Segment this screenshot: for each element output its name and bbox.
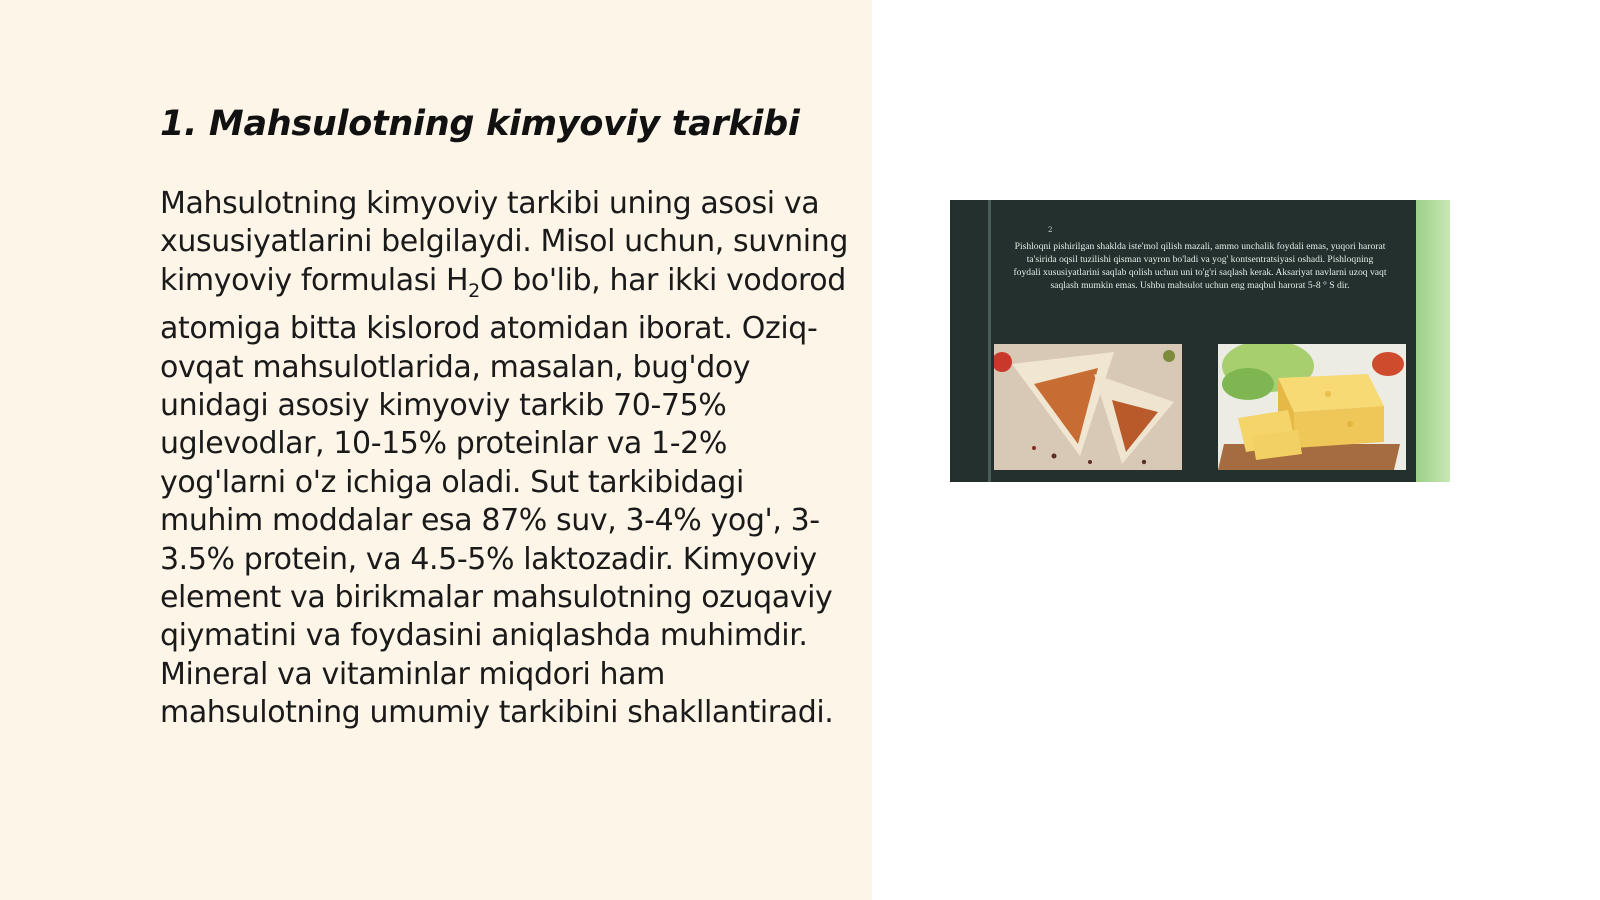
body-text-part-1: Mahsulotning kimyoviy tarkibi uning asosi va xususiyatlarini belgilaydi. Misol uchun, suvning kimyoviy formulasi H bbox=[160, 186, 848, 298]
thumbnail-green-accent bbox=[1416, 200, 1450, 482]
thumbnail-caption: Pishloqni pishirilgan shaklda iste'mol qilish mazali, ammo unchalik foydali emas, yuqori harorat ta'sirida oqsil tuzilishi qisman vayron bo'ladi va yog' kontsentratsiyasi oshadi. Pishloqning foydali xususiyatlarini saqlab qolish uchun uni to'g'ri saqlash kerak. Aksariyat navlarni uzoq vaqt saqlash mumkin emas. Ushbu mahsulot uchun eng maqbul harorat 5-8 ° S dir. bbox=[1013, 241, 1387, 291]
body-text-part-2: O bo'lib, har ikki vodorod atomiga bitta kislorod atomidan iborat. Oziq-ovqat mahsulotlarida, masalan, bug'doy unidagi asosiy kimyoviy tarkib 70-75% uglevodlar, 10-15% proteinlar va 1-2% yog'larni o'z ichiga oladi. Sut tarkibidagi muhim moddalar esa 87% suv, 3-4% yog', 3-3.5% protein, va 4.5-5% laktozadir. Kimyoviy element va birikmalar mahsulotning ozuqaviy qiymatini va foydasini aniqlashda muhimdir. Mineral va vitaminlar miqdori ham mahsulotning umumiy tarkibini shakllantiradi. bbox=[160, 262, 846, 731]
cheese-slide-thumbnail bbox=[950, 200, 1450, 482]
thumbnail-page-mark: 2 bbox=[1048, 226, 1053, 234]
cheese-block-photo bbox=[1218, 344, 1406, 470]
slide-body-text bbox=[160, 185, 850, 733]
thumbnail-divider-line bbox=[988, 200, 991, 482]
subscript-two: 2 bbox=[468, 279, 480, 302]
slide-title: 1. Mahsulotning kimyoviy tarkibi bbox=[160, 104, 800, 144]
baked-cheese-pastry-photo bbox=[994, 344, 1182, 470]
